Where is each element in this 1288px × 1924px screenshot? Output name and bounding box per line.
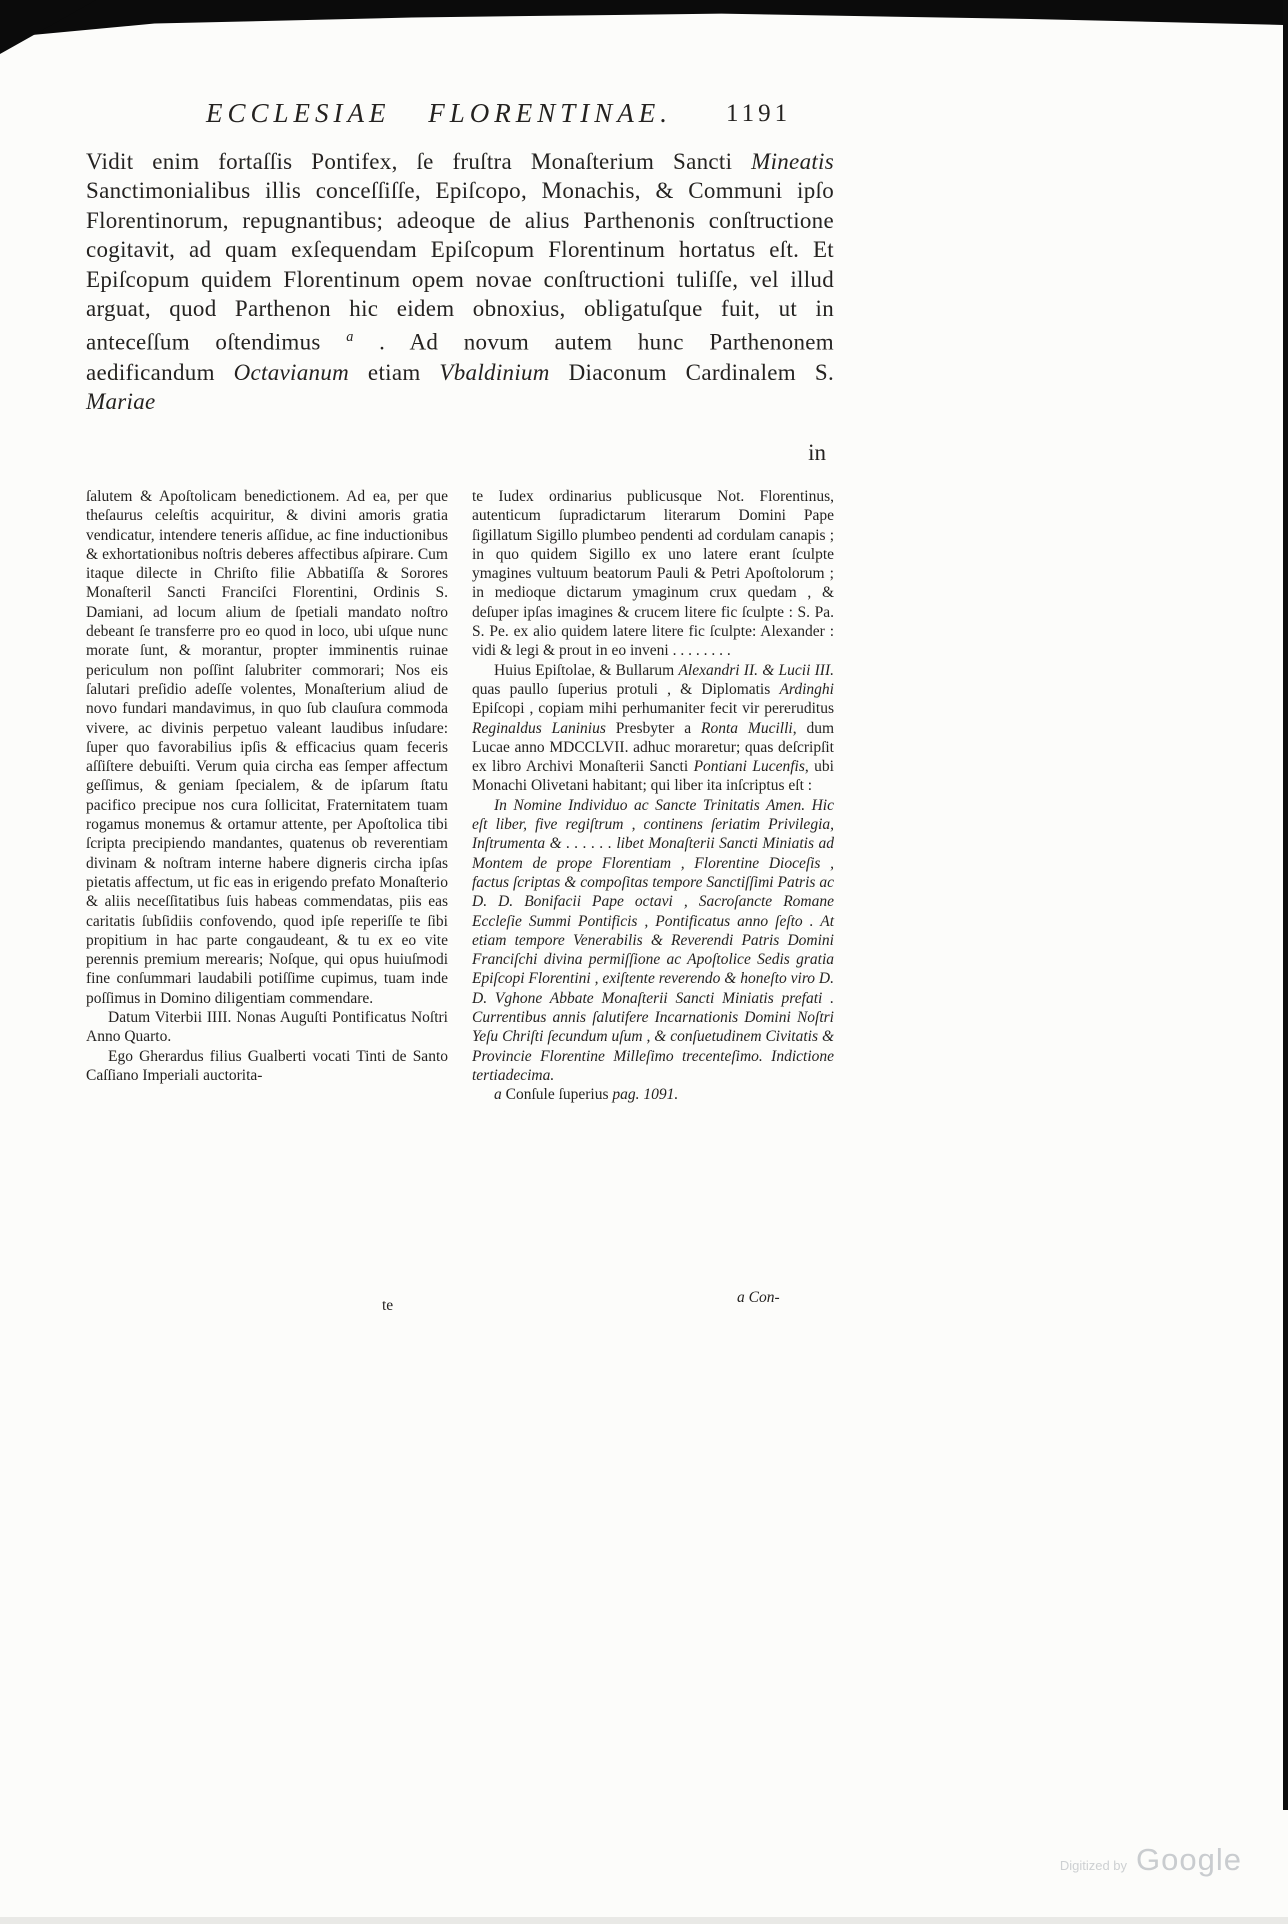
page-number: 1191	[726, 100, 792, 127]
main-text-paragraph: Vidit enim fortaſſis Pontifex, ſe fruſtra Monaſterium Sancti Mineatis Sanctimonialibus illis conceſſiſſe, Epiſcopo, Monachis, & Communi ipſo Florentinorum, repugnantibus; adeoque de alius Parthenonis conſtructione cogitavit, ad quam exſequendam Epiſcopum Florentinum hortatus eſt. Et Epiſcopum quidem Florentinum opem novae conſtructioni tuliſſe, vel illud arguat, quod Parthenon hic eidem obnoxius, obligatuſque fuit, ut in anteceſſum oſtendimus $^a$ . Ad novum autem hunc Parthenonem aedificandum Octavianum etiam Vbaldinium Diaconum Cardinalem S. Mariae	[86, 149, 834, 414]
footnote-paragraph: ſalutem & Apoſtolicam benedictionem. Ad ea, per que theſaurus celeſtis acquiritur, & divini amoris gratia vendicatur, intendere teneris aſſidue, ac fine inductionibus & exhortationibus noſtris deberes affectibus aſpirare. Cum itaque dilecte in Chriſto filie Abbatiſſa & Sorores Monaſteril Sancti Franciſci Florentini, Ordinis S. Damiani, ad locum alium de ſpetiali mandato noſtro debeant ſe transferre pro eo quod in loco, ubi uſque nunc morate ſunt, & morantur, propter imminentis ruinae periculum non poſſint ſalubriter commorari; Nos eis ſalutari preſidio adeſſe volentes, Monaſterium aliud de novo fundari mandavimus, in quo ſub clauſura commoda vivere, ac divinis perpetuo valeant laudibus inſudare: ſuper quo favorabilius ipſis & efficacius quam feceris aſſiſtere debuiſti. Verum quia circha eas ſemper affectum geſſimus, & geniam ſpecialem, & de ipſarum ſtatu pacifico precipue nos cura ſollicitat, Fraternitatem tuam rogamus monemus & ortamur attente, per Apoſtolica tibi ſcripta precipiendo mandantes, quatenus ob reverentiam divinam & noſtram interne habere digneris circha ipſas pietatis affectum, ut fic eas in erigendo prefato Monaſterio & aliis neceſſitatibus ſuis habeas commendatas, piis eas caritatis ſubſidiis confovendo, quod ipſe reperiſſe te ſibi propitium in hac parte congaudeant, & tu ex eo vite perennis premium merearis; Noſque, qui opus huiuſmodi fine conſummari laudabili potiſſime cupimus, tuam inde poſſimus in Domino diligentiam commendare.	[86, 488, 448, 1007]
footnote-paragraph: Datum Viterbii IIII. Nonas Auguſti Pontificatus Noſtri Anno Quarto.	[86, 1009, 448, 1046]
footnote-paragraph: a Conſule ſuperius pag. 1091.	[494, 1086, 679, 1104]
google-logo-text: Google	[1136, 1842, 1242, 1877]
footnote-paragraph: In Nomine Individuo ac Sancte Trinitatis Amen. Hic eſt liber, five regiſtrum , continens ſeriatim Privilegia, Inſtrumenta & . . . . . . libet Monaſterii Sancti Miniatis ad Montem de prope Florentiam , Florentine Dioceſis , factus ſcriptas & compoſitas tempore Sanctiſſimi Patris ac D. D. Bonifacii Pape octavi , Sacroſancte Romane Eccleſie Summi Pontificis , Pontificatus anno ſeſto . At etiam tempore Venerabilis & Reverendi Patris Domini Franciſchi divina permiſſione ac Apoſtolice Sedis gratia Epiſcopi Florentini , exiſtente reverendo & honeſto viro D. D. Vghone Abbate Monaſterii Sancti Miniatis prefati . Currentibus annis ſalutifere Incarnationis Domini Noſtri Yeſu Chriſti ſecundum uſum , & conſuetudinem Civitatis & Provincie Florentine Milleſimo trecenteſimo. Indictione tertiadecima.	[472, 796, 834, 1084]
running-header-title: ECCLESIAE FLORENTINAE.	[206, 98, 672, 128]
scan-artifact-bottom-edge	[0, 1917, 1288, 1924]
footnote-columns	[86, 487, 834, 1105]
footnote-paragraph: te Iudex ordinarius publicusque Not. Florentinus, autenticum ſupradictarum literarum Domini Pape ſigillatum Sigillo plumbeo pendenti ad cordulam canapis ; in quo quidem Sigillo ex uno latere erant ſculpte ymagines vultuum beatorum Pauli & Petri Apoſtolorum ; in medioque dictarum ymaginum crux quedam , & deſuper ipſas imagines & crucem litere fic ſculpte : S. Pa. S. Pe. ex alio quidem latere litere fic ſculpte: Alexander : vidi & legi & prout in eo inveni . . . . . . . .	[472, 488, 834, 660]
catchword-main-text: in	[808, 440, 826, 465]
footnote-column-right	[472, 487, 834, 1105]
watermark-prefix-label: Digitized by	[1059, 1858, 1128, 1873]
footnote-paragraph: Ego Gherardus filius Gualberti vocati Tinti de Santo Caſſiano Imperiali auctorita-	[86, 1047, 448, 1084]
footnote-paragraph: Huius Epiſtolae, & Bullarum Alexandri II. & Lucii III. quas paullo ſuperius protuli , & Diplomatis Ardinghi Epiſcopi , copiam mihi perhumaniter fecit vir pereruditus Reginaldus Laninius Presbyter a Ronta Mucilli, dum Lucae anno MDCCLVII. adhuc moraretur; quas deſcripſit ex libro Archivi Monaſterii Sancti Pontiani Lucenfis, ubi Monachi Olivetani habitant; qui liber ita inſcriptus eſt :	[472, 661, 835, 795]
catchword-right-column: a Con-	[737, 1289, 780, 1306]
scan-artifact-right-edge	[1283, 0, 1288, 1810]
catchword-left-column: te	[382, 1297, 394, 1314]
google-books-watermark	[1060, 1842, 1242, 1878]
scan-artifact-top-edge	[0, 0, 1288, 38]
footnote-column-left	[86, 487, 448, 1105]
